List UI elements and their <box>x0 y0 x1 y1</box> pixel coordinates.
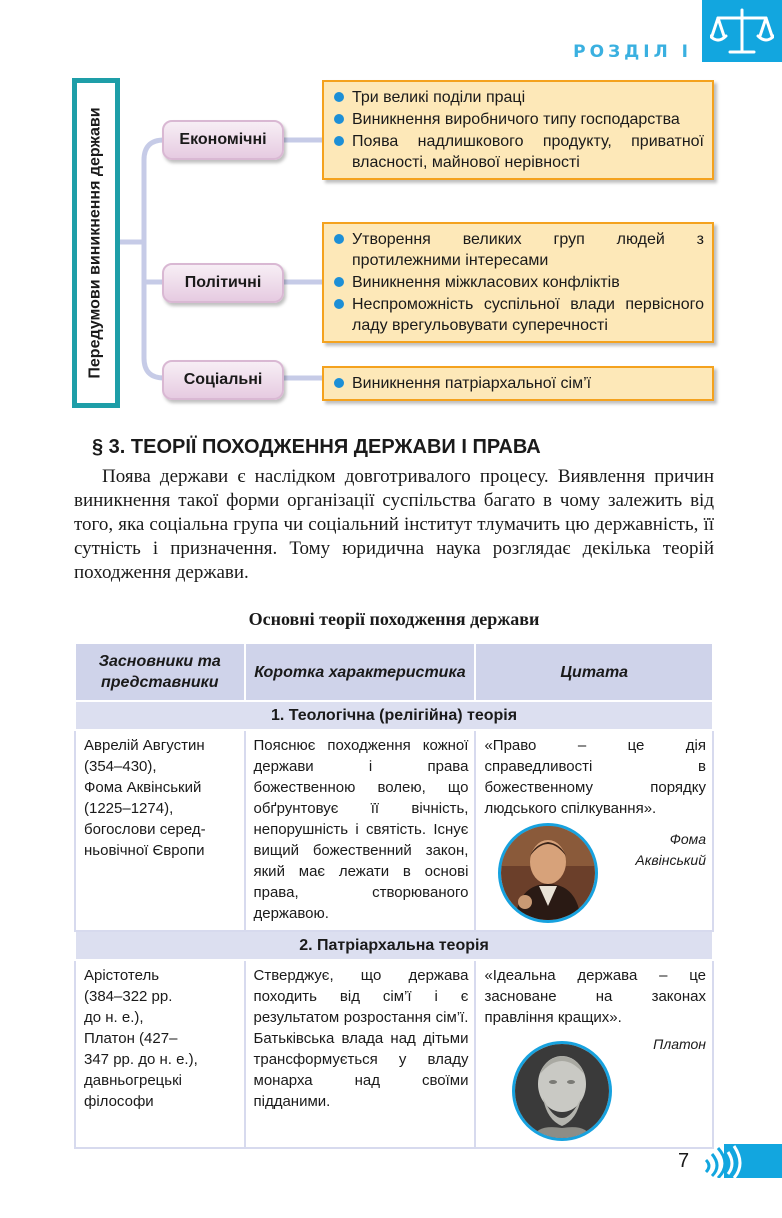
table-caption: Основні теорії походження держави <box>248 609 540 629</box>
group-title: 2. Патріархальна теорія <box>75 931 713 960</box>
founder-line: давньогрецькі <box>84 1072 182 1089</box>
founder-line: (354–430), <box>84 758 157 775</box>
section-label: РОЗДІЛ І <box>573 42 692 62</box>
aquinas-portrait <box>498 823 598 923</box>
bullet-icon <box>334 92 344 102</box>
note-item: Виникнення міжкласових конфліктів <box>352 274 620 291</box>
table-header-row <box>75 643 713 701</box>
bullet-icon <box>334 114 344 124</box>
founder-line: (384–322 рр. <box>84 988 173 1005</box>
founder-line: 347 рр. до н. е.), <box>84 1051 198 1068</box>
mindmap-connectors <box>0 0 782 420</box>
founder-line: богослови серед- <box>84 821 206 838</box>
header-description: Коротка характеристика <box>245 643 476 701</box>
quote-cell <box>475 730 713 931</box>
bullet-icon <box>334 136 344 146</box>
founder-line: (1225–1274), <box>84 800 174 817</box>
signal-waves-icon <box>702 1144 782 1178</box>
note-item: Виникнення виробничого типу господарства <box>352 111 680 128</box>
economic-notes <box>322 80 714 180</box>
header-quote: Цитата <box>475 643 713 701</box>
quote-text: «Ідеальна держава – це засноване на законах правління кращих». <box>484 967 706 1026</box>
header-founders: Засновники та представники <box>75 643 245 701</box>
group-title-row <box>75 701 713 730</box>
mindmap-title: Передумови виникнення держави <box>87 107 105 379</box>
note-item: Утворення великих груп людей з протилежними інтересами <box>352 231 704 269</box>
category-social: Соціальні <box>162 360 284 400</box>
description-cell: Пояснює походження кожної держави і права божественною волею, що обґрунтовує її вічність, непорушність і святість. Існує вищий божественний закон, який має лежати в основі права, створюваного державою. <box>245 730 476 931</box>
founder-line: ньовічної Європи <box>84 842 205 859</box>
political-notes <box>322 222 714 343</box>
category-political: Політичні <box>162 263 284 303</box>
quote-text: «Право – це дія справедливості в божественному порядку людського спілкування». <box>484 737 706 817</box>
social-notes <box>322 366 714 401</box>
quote-author: Фома <box>669 831 706 847</box>
bullet-icon <box>334 299 344 309</box>
founder-line: Платон (427– <box>84 1030 178 1047</box>
group-title: 1. Теологічна (релігійна) теорія <box>75 701 713 730</box>
founder-line: Арістотель <box>84 967 160 984</box>
founder-line: Аврелій Августин <box>84 737 205 754</box>
bullet-icon <box>334 378 344 388</box>
note-item: Три великі поділи праці <box>352 89 526 106</box>
founders-cell <box>75 960 245 1148</box>
note-item: Неспроможність суспільної влади первісного ладу врегульовувати суперечності <box>352 296 704 334</box>
table-row <box>75 960 713 1148</box>
founder-line: Фома Аквінський <box>84 779 202 796</box>
quote-cell <box>475 960 713 1148</box>
section-title: § 3. ТЕОРІЇ ПОХОДЖЕННЯ ДЕРЖАВИ І ПРАВА <box>92 436 541 458</box>
quote-author: Платон <box>653 1036 706 1052</box>
founders-cell <box>75 730 245 931</box>
note-item: Виникнення патріархальної сім’ї <box>352 375 592 392</box>
plato-portrait <box>512 1041 612 1141</box>
table-row <box>75 730 713 931</box>
founder-line: філософи <box>84 1093 154 1110</box>
founder-line: до н. е.), <box>84 1009 144 1026</box>
bullet-icon <box>334 277 344 287</box>
group-title-row <box>75 931 713 960</box>
intro-paragraph: Поява держави є наслідком довготривалого процесу. Виявлення причин виникнення такої форми організації суспільства багато в чому залежить від того, яка соціальна група чи соціальний інститут тлумачить цю державність, її сутність і призначення. Тому юридична наука розглядає декілька теорій походження держави. <box>74 466 714 583</box>
quote-author: Аквінський <box>635 852 706 868</box>
bullet-icon <box>334 234 344 244</box>
category-economic: Економічні <box>162 120 284 160</box>
note-item: Поява надлишкового продукту, приватної власності, майнової нерівності <box>352 133 704 171</box>
theories-table <box>74 642 714 1149</box>
description-cell: Стверджує, що держава походить від сім’ї і є результатом розростання сім’ї. Батьківська влада над дітьми трансформується у владу монарха над своїми підданими. <box>245 960 476 1148</box>
page-number: 7 <box>678 1150 690 1172</box>
